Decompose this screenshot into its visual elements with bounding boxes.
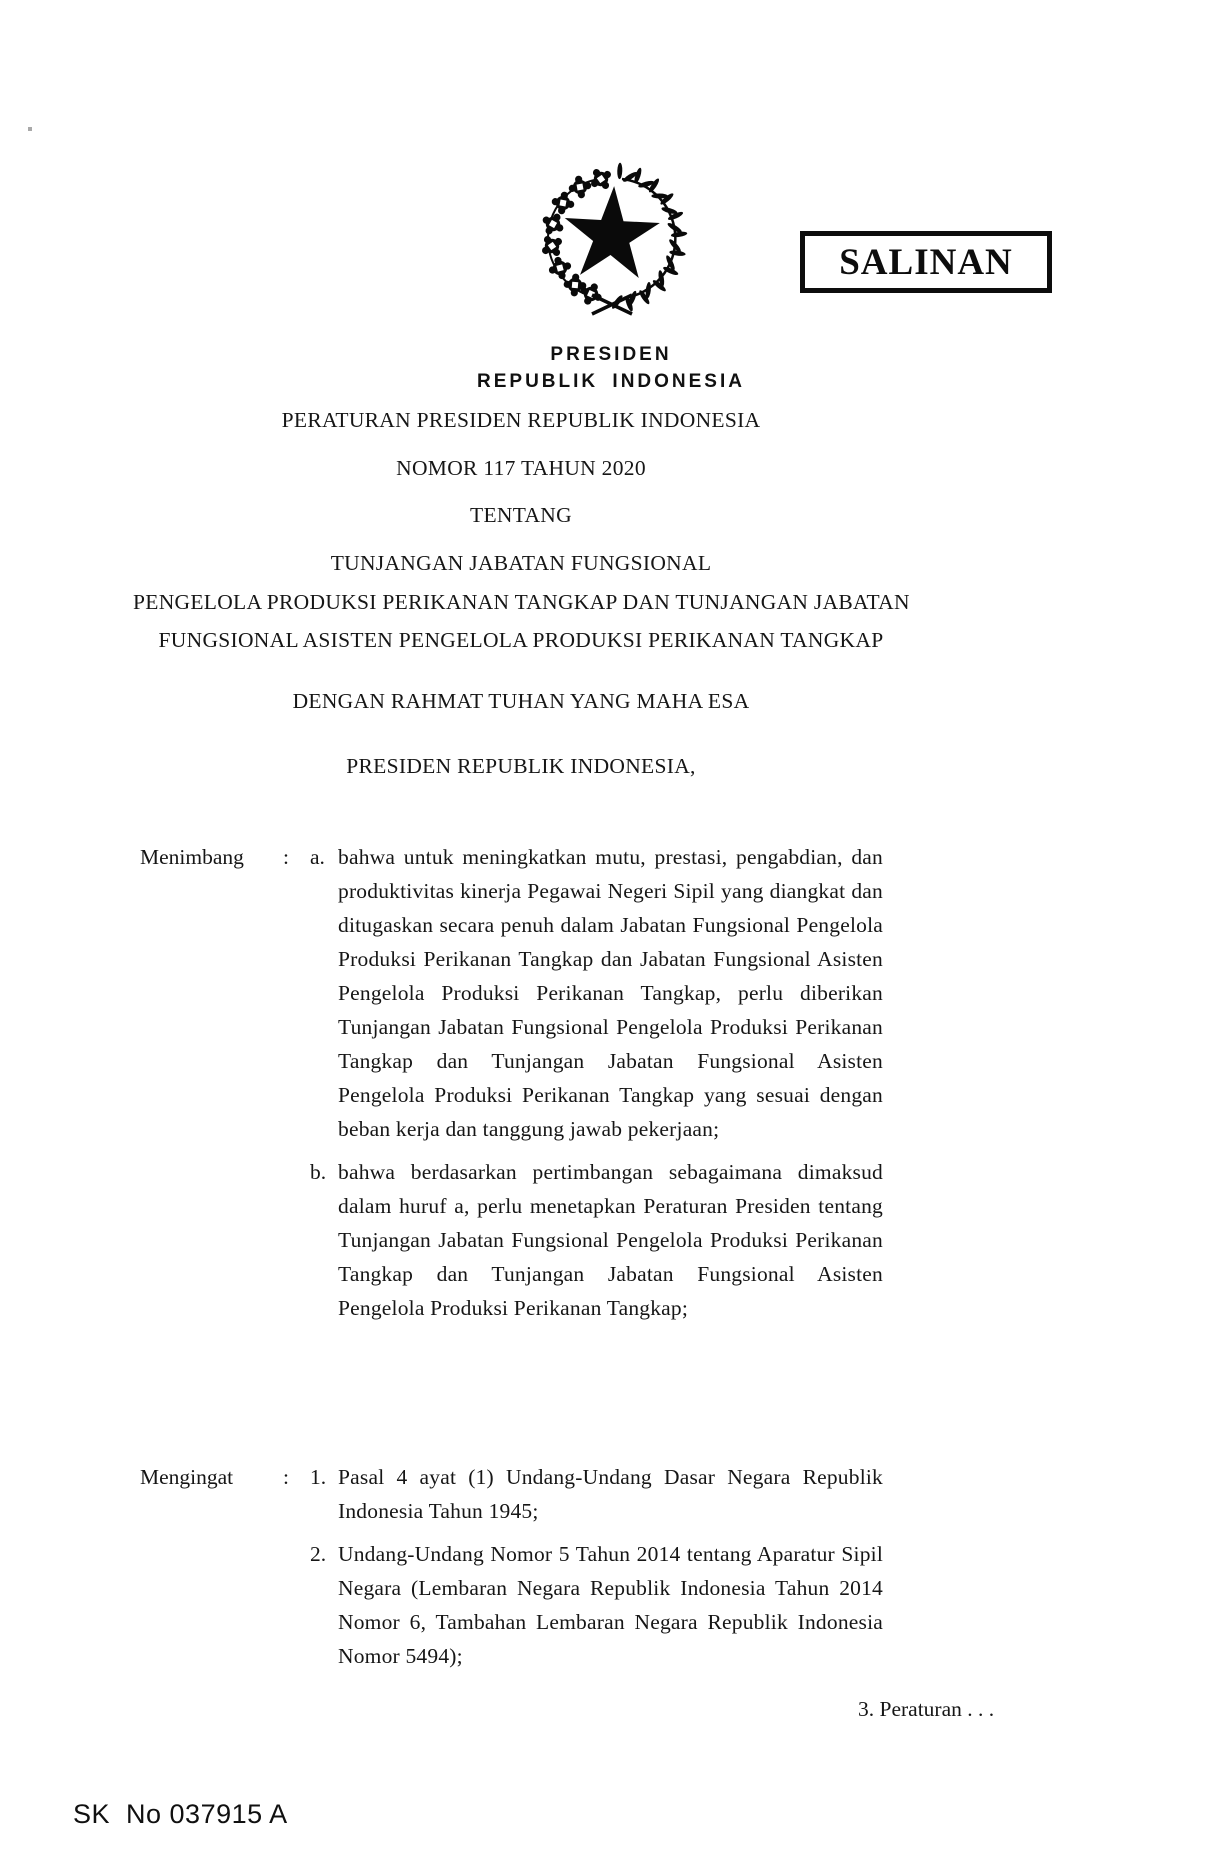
state-emblem-icon: [530, 158, 693, 322]
considering-label: Menimbang: [140, 845, 244, 869]
salinan-stamp: [800, 231, 1052, 293]
considering-items: [310, 840, 883, 1325]
subject-title-line-3: FUNGSIONAL ASISTEN PENGELOLA PRODUKSI PERIKANAN TANGKAP: [158, 628, 884, 652]
letterhead-presiden: PRESIDEN: [550, 344, 672, 365]
recalling-section: [140, 1460, 915, 1673]
recalling-item-1: [310, 1460, 883, 1528]
recalling-items: [310, 1460, 883, 1673]
recalling-label: Mengingat: [140, 1465, 234, 1489]
authority-line: PRESIDEN REPUBLIK INDONESIA,: [346, 754, 696, 778]
considering-colon: :: [283, 845, 289, 869]
recalling-item-2: [310, 1537, 883, 1673]
subject-title-line-1: TUNJANGAN JABATAN FUNGSIONAL: [330, 551, 712, 575]
item-text: bahwa untuk meningkatkan mutu, prestasi, pengabdian, dan produktivitas kinerja Pegawai Negeri Sipil yang diangkat dan ditugaskan secara penuh dalam Jabatan Fungsional Pengelola Produksi Perikanan Tangkap dan Jabatan Fungsional Asisten Pengelola Produksi Perikanan Tangkap, perlu diberikan Tunjangan Jabatan Fungsional Pengelola Produksi Perikanan Tangkap dan Tunjangan Jabatan Fungsional Asisten Pengelola Produksi Perikanan Tangkap yang sesuai dengan beban kerja dan tanggung jawab pekerjaan;: [338, 845, 883, 1141]
item-marker: b.: [310, 1160, 327, 1184]
item-marker: a.: [310, 845, 325, 869]
item-text: bahwa berdasarkan pertimbangan sebagaimana dimaksud dalam huruf a, perlu menetapkan Peraturan Presiden tentang Tunjangan Jabatan Fungsional Pengelola Produksi Perikanan Tangkap dan Tunjangan Jabatan Fungsional Asisten Pengelola Produksi Perikanan Tangkap;: [338, 1160, 883, 1320]
item-text: Pasal 4 ayat (1) Undang-Undang Dasar Negara Republik Indonesia Tahun 1945;: [338, 1465, 883, 1523]
subject-title-line-2: PENGELOLA PRODUKSI PERIKANAN TANGKAP DAN TUNJANGAN JABATAN: [133, 590, 910, 614]
regulation-type-title: PERATURAN PRESIDEN REPUBLIK INDONESIA: [281, 408, 761, 432]
recalling-colon: :: [283, 1465, 289, 1489]
letterhead-republik-indonesia: REPUBLIK INDONESIA: [477, 371, 745, 392]
considering-section: [140, 840, 915, 1325]
item-text: Undang-Undang Nomor 5 Tahun 2014 tentang Aparatur Sipil Negara (Lembaran Negara Republik Indonesia Tahun 2014 Nomor 6, Tambahan Lembaran Negara Republik Indonesia Nomor 5494);: [338, 1542, 883, 1668]
regulation-number: NOMOR 117 TAHUN 2020: [396, 456, 646, 480]
item-marker: 1.: [310, 1465, 327, 1489]
considering-item-b: [310, 1155, 883, 1325]
salinan-stamp-label: SALINAN: [839, 241, 1013, 283]
considering-item-a: [310, 840, 883, 1146]
footer-sk-number: SK No 037915 A: [73, 1799, 288, 1829]
invocation-line: DENGAN RAHMAT TUHAN YANG MAHA ESA: [292, 689, 750, 713]
about-label: TENTANG: [470, 503, 572, 527]
page-catchword: 3. Peraturan . . .: [858, 1697, 995, 1721]
item-marker: 2.: [310, 1542, 327, 1566]
scan-artifact-speck: [28, 127, 32, 131]
